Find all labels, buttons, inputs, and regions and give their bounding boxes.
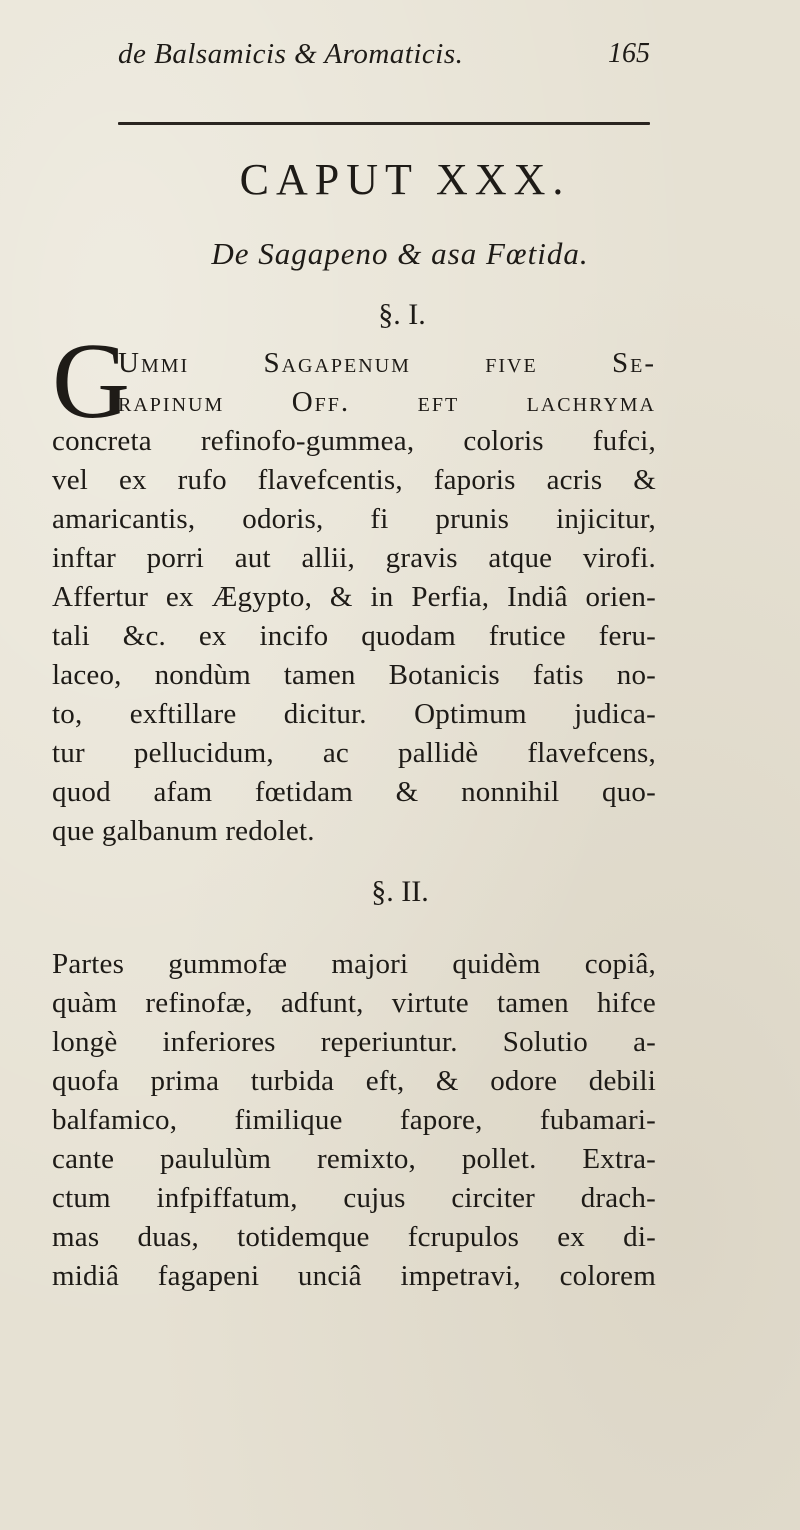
text-line: quofa prima turbida eft, & odore debili [52,1065,656,1097]
text-line: cante paululùm remixto, pollet. Extra- [52,1143,656,1175]
chapter-subtitle: De Sagapeno & asa Fœtida. [211,236,589,271]
text-line: quàm refinofæ, adfunt, virtute tamen hifce [52,987,656,1019]
text-line: tali &c. ex incifo quodam frutice feru- [52,620,656,652]
text-line: quod afam fœtidam & nonnihil quo- [52,776,656,808]
text-line: mas duas, totidemque fcrupulos ex di- [52,1221,656,1253]
header-rule [118,122,650,125]
text-line: to, exftillare dicitur. Optimum judica- [52,698,656,730]
text-line: inftar porri aut allii, gravis atque virofi. [52,542,656,574]
text-line: laceo, nondùm tamen Botanicis fatis no- [52,659,656,691]
text-line: tur pellucidum, ac pallidè flavefcens, [52,737,656,769]
text-line: vel ex rufo flavefcentis, faporis acris & [52,464,656,496]
text-line: balfamico, fimilique fapore, fubamari- [52,1104,656,1136]
chapter-title: CAPUT XXX. [239,155,571,204]
text-line: midiâ fagapeni unciâ impetravi, colorem [52,1260,656,1292]
section-mark-1: §. I. [378,298,426,331]
text-line: Partes gummofæ majori quidèm copiâ, [52,948,656,980]
drop-cap: G [52,322,130,441]
text-line: Affertur ex Ægypto, & in Perfia, Indiâ orien- [52,581,656,613]
running-title: de Balsamicis & Aromaticis. [118,38,464,70]
text-line: Ummi Sagapenum five Se- [118,347,656,379]
text-line: ctum infpiffatum, cujus circiter drach- [52,1182,656,1214]
text-line: rapinum Off. eft lachryma [118,386,656,418]
section-mark-2: §. II. [371,875,429,908]
text-line: concreta refinofo-gummea, coloris fufci, [52,425,656,457]
text-line: longè inferiores reperiuntur. Solutio a- [52,1026,656,1058]
page-number: 165 [608,38,650,69]
running-head [118,38,658,82]
text-line: que galbanum redolet. [52,815,315,847]
text-line: amaricantis, odoris, fi prunis injicitur, [52,503,656,535]
